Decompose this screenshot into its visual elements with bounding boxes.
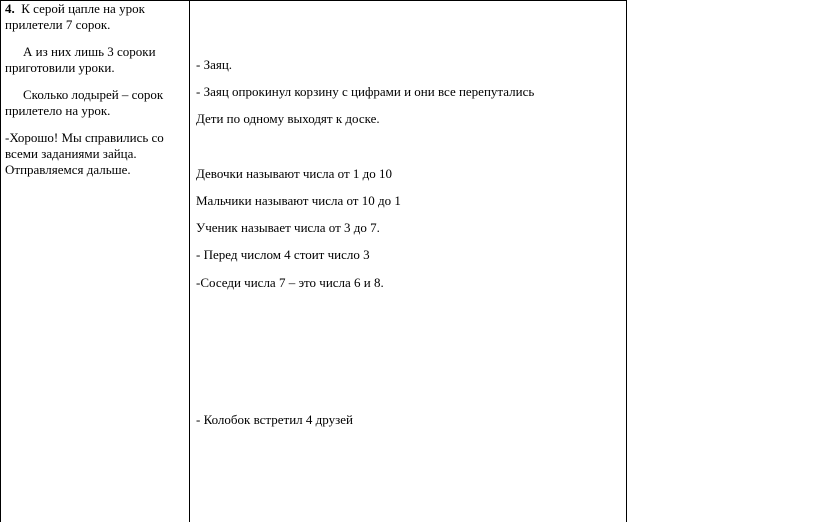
answer-line-1: - Заяц. xyxy=(196,57,233,72)
teacher-column xyxy=(5,1,185,189)
answer-line-6: Ученик называет числа от 3 до 7. xyxy=(196,220,380,235)
table-left-border xyxy=(0,0,1,522)
answer-line-7: - Перед числом 4 стоит число 3 xyxy=(196,247,370,262)
riddle-line-2: А из них лишь 3 сороки приготовили уроки. xyxy=(5,44,156,75)
answer-line-5: Мальчики называют числа от 10 до 1 xyxy=(196,193,401,208)
answer-line-9: - Колобок встретил 4 друзей xyxy=(196,412,353,427)
riddle-line-3: Сколько лодырей – сорок прилетело на урок. xyxy=(5,87,164,118)
answer-line-3: Дети по одному выходят к доске. xyxy=(196,111,380,126)
riddle-line-1: 4. К серой цапле на урок прилетели 7 сорок. xyxy=(5,1,145,32)
column-divider xyxy=(189,0,190,522)
answer-line-4: Девочки называют числа от 1 до 10 xyxy=(196,166,393,181)
step-number: 4. xyxy=(5,1,15,16)
teacher-remark: -Хорошо! Мы справились со всеми заданиями зайца. Отправляемся дальше. xyxy=(5,130,164,177)
answer-line-2: - Заяц опрокинул корзину с цифрами и они все перепутались xyxy=(196,84,535,99)
table-right-border xyxy=(626,0,627,522)
answer-line-8: -Соседи числа 7 – это числа 6 и 8. xyxy=(196,275,384,290)
